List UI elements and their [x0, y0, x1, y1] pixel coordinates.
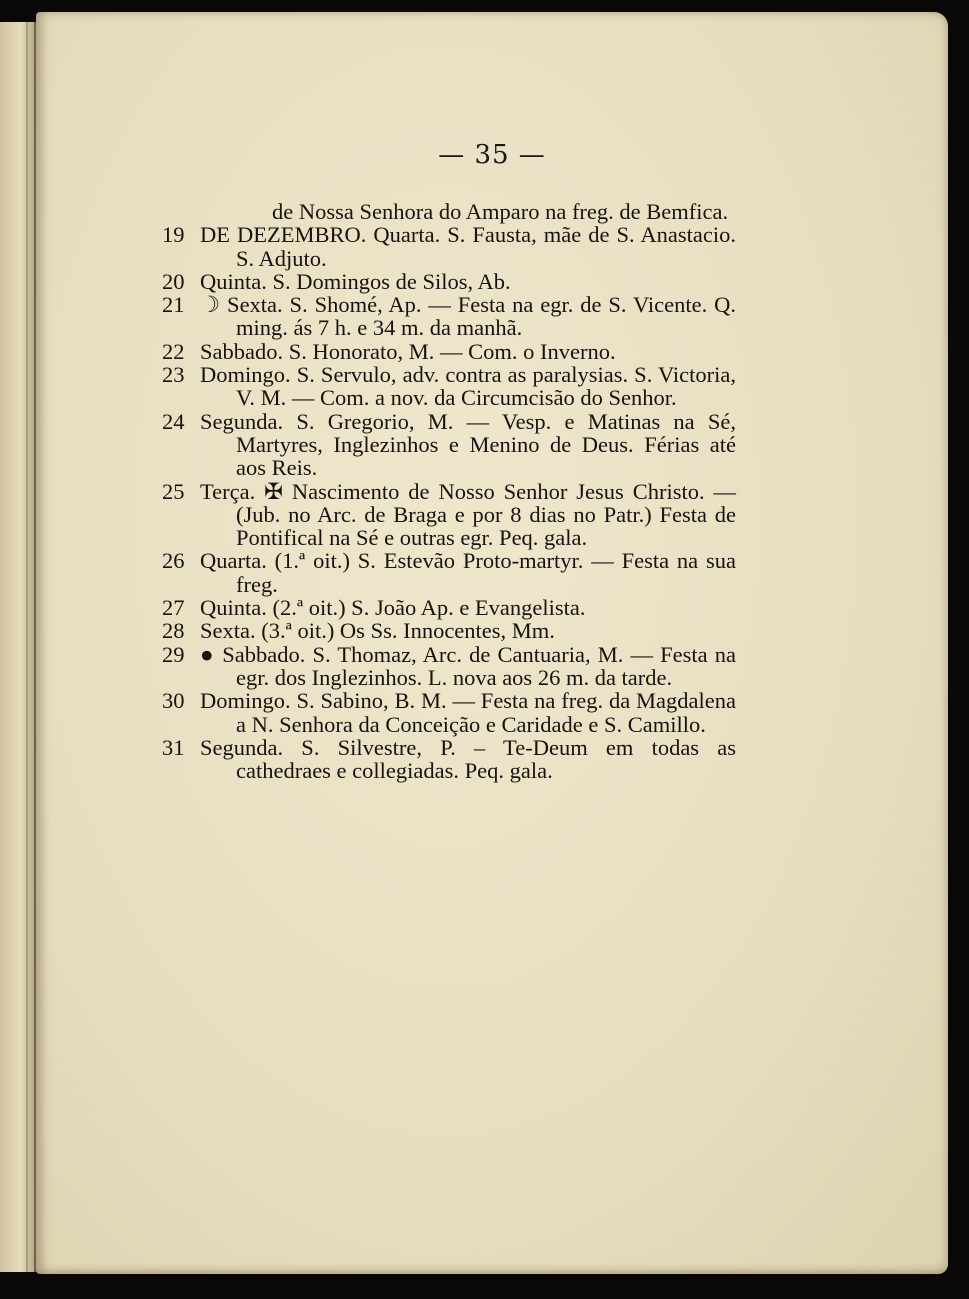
entry-day-number: 23	[162, 362, 185, 388]
calendar-entry	[36, 643, 948, 690]
entry-text: Sabbado. S. Honorato, M. — Com. o Inverno.	[200, 338, 616, 364]
entry-text: Sexta. (3.ª oit.) Os Ss. Innocentes, Mm.	[200, 618, 555, 644]
entry-text: DE DEZEMBRO. Quarta. S. Fausta, mãe de S. Anastacio. S. Adjuto.	[200, 222, 736, 271]
entry-day-number: 31	[162, 734, 185, 760]
calendar-entry	[36, 689, 948, 736]
entry-day-number: 22	[162, 338, 185, 364]
calendar-entries	[36, 200, 948, 782]
calendar-entry	[36, 480, 948, 550]
entry-day-number: 26	[162, 548, 185, 574]
calendar-entry	[36, 293, 948, 340]
entry-day-number: 24	[162, 408, 185, 434]
entry-text: Domingo. S. Sabino, B. M. — Festa na freg. da Magdalena a N. Senhora da Conceição e Caridade e S. Camillo.	[200, 688, 736, 737]
entry-text: Quinta. S. Domingos de Silos, Ab.	[200, 268, 511, 294]
entry-text: Segunda. S. Silvestre, P. – Te-Deum em todas as cathedraes e collegiadas. Peq. gala.	[200, 734, 736, 784]
entry-day-number: 25	[162, 478, 185, 504]
entry-text: ☽ Sexta. S. Shomé, Ap. — Festa na egr. de S. Vicente. Q. ming. ás 7 h. e 34 m. da manhã.	[200, 292, 736, 341]
facing-page-edge	[0, 22, 36, 1272]
calendar-entry	[36, 363, 948, 410]
calendar-entry	[36, 549, 948, 596]
calendar-entry	[36, 340, 948, 363]
entry-text: Terça. ✠ Nascimento de Nosso Senhor Jesus Christo. — (Jub. no Arc. de Braga e por 8 dias no Patr.) Festa de Pontifical na Sé e outras egr. Peq. gala.	[200, 478, 736, 551]
calendar-entry	[36, 410, 948, 480]
entry-text: Domingo. S. Servulo, adv. contra as paralysias. S. Victoria, V. M. — Com. a nov. da Circumcisão do Senhor.	[200, 362, 736, 411]
calendar-entry	[36, 736, 948, 783]
entry-day-number: 21	[162, 292, 185, 318]
calendar-entry	[36, 270, 948, 293]
continuation-line	[36, 200, 948, 223]
book-page	[36, 12, 948, 1274]
calendar-entry	[36, 223, 948, 270]
entry-day-number: 27	[162, 595, 185, 621]
entry-day-number: 30	[162, 688, 185, 714]
calendar-entry	[36, 596, 948, 619]
continuation-text: de Nossa Senhora do Amparo na freg. de Bemfica.	[272, 199, 729, 224]
entry-day-number: 19	[162, 222, 185, 248]
page-number: — 35 —	[438, 140, 546, 170]
entry-text: ● Sabbado. S. Thomaz, Arc. de Cantuaria, M. — Festa na egr. dos Inglezinhos. L. nova aos 26 m. da tarde.	[200, 641, 736, 690]
entry-day-number: 29	[162, 641, 185, 667]
entry-list	[36, 223, 948, 782]
calendar-entry	[36, 619, 948, 642]
entry-text: Segunda. S. Gregorio, M. — Vesp. e Matinas na Sé, Martyres, Inglezinhos e Menino de Deus. Férias até aos Reis.	[200, 408, 736, 481]
entry-text: Quinta. (2.ª oit.) S. João Ap. e Evangelista.	[200, 595, 586, 621]
entry-day-number: 28	[162, 618, 185, 644]
entry-text: Quarta. (1.ª oit.) S. Estevão Proto-martyr. — Festa na sua freg.	[200, 548, 736, 597]
entry-day-number: 20	[162, 268, 185, 294]
